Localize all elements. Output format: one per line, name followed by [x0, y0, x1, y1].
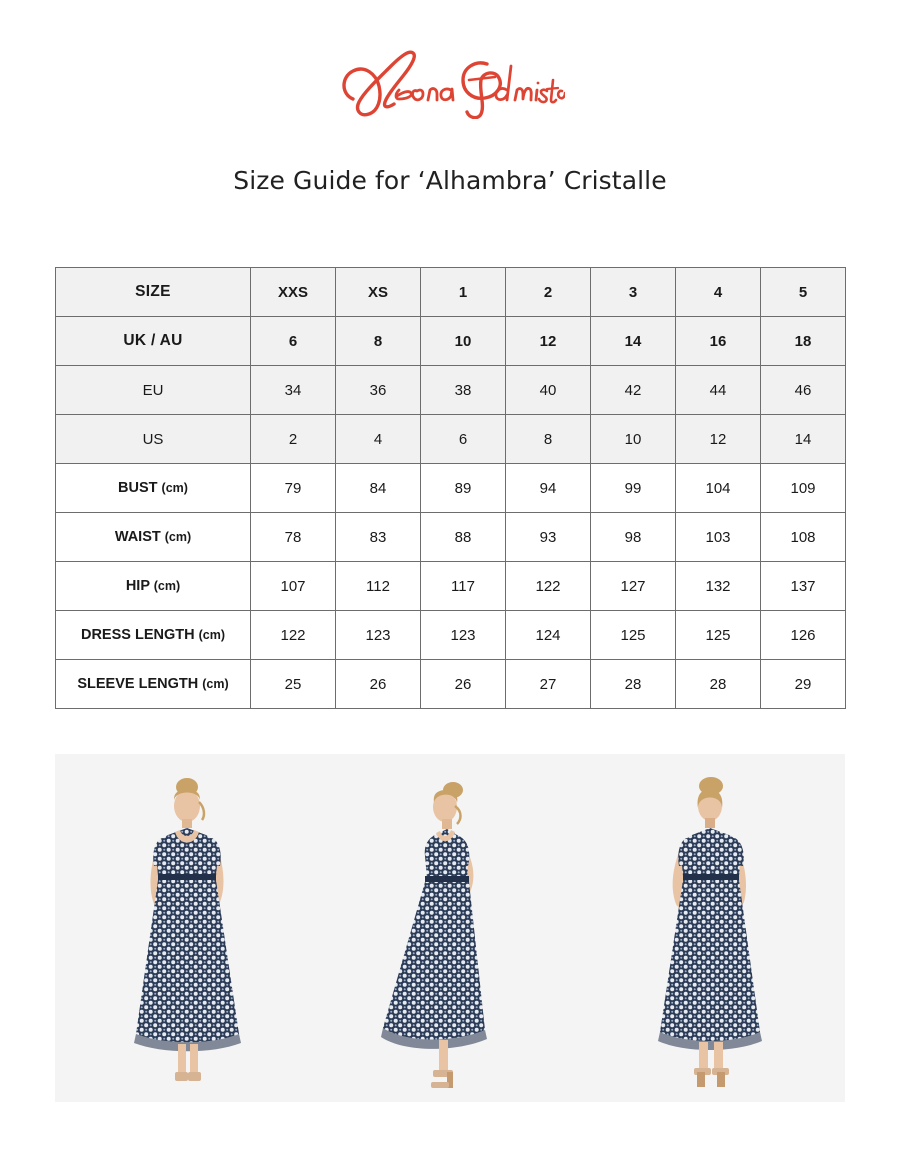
table-cell: 78 — [251, 513, 336, 562]
row-label-text: DRESS LENGTH — [80, 627, 195, 643]
product-photo-front-view — [72, 762, 302, 1102]
size-guide-table-container — [55, 267, 845, 709]
table-cell: 132 — [676, 562, 761, 611]
table-cell: 107 — [251, 562, 336, 611]
table-cell: 12 — [506, 317, 591, 366]
table-cell: 84 — [336, 464, 421, 513]
table-cell: 98 — [591, 513, 676, 562]
row-label-dress-length — [56, 611, 251, 660]
table-cell: 6 — [421, 415, 506, 464]
table-cell: 42 — [591, 366, 676, 415]
table-row — [56, 611, 846, 660]
row-label-text: SLEEVE LENGTH — [77, 676, 199, 692]
row-label-us — [56, 415, 251, 464]
row-label-text: UK / AU — [123, 332, 183, 349]
table-cell: 2 — [251, 415, 336, 464]
table-cell: 93 — [506, 513, 591, 562]
table-cell: 3 — [591, 268, 676, 317]
table-cell: 25 — [251, 660, 336, 709]
size-guide-table — [55, 267, 846, 709]
table-cell: 5 — [761, 268, 846, 317]
table-cell: 88 — [421, 513, 506, 562]
table-cell: 123 — [421, 611, 506, 660]
table-cell: 137 — [761, 562, 846, 611]
table-cell: 18 — [761, 317, 846, 366]
table-cell: 103 — [676, 513, 761, 562]
table-cell: 14 — [591, 317, 676, 366]
table-cell: 1 — [421, 268, 506, 317]
table-cell: 27 — [506, 660, 591, 709]
table-cell: 117 — [421, 562, 506, 611]
row-label-unit: (cm) — [161, 481, 188, 495]
table-cell: 8 — [506, 415, 591, 464]
table-cell: XS — [336, 268, 421, 317]
table-cell: 29 — [761, 660, 846, 709]
table-row — [56, 366, 846, 415]
page-title: Size Guide for ‘Alhambra’ Cristalle — [233, 166, 667, 195]
row-label-uk-au — [56, 317, 251, 366]
table-cell: 108 — [761, 513, 846, 562]
table-row — [56, 268, 846, 317]
table-cell: 12 — [676, 415, 761, 464]
row-label-bust — [56, 464, 251, 513]
table-cell: 8 — [336, 317, 421, 366]
table-cell: 26 — [336, 660, 421, 709]
table-row — [56, 464, 846, 513]
table-cell: 124 — [506, 611, 591, 660]
row-label-text: BUST — [118, 480, 158, 496]
table-cell: 99 — [591, 464, 676, 513]
table-cell: 83 — [336, 513, 421, 562]
table-cell: 38 — [421, 366, 506, 415]
row-label-text: US — [142, 430, 164, 448]
table-cell: 44 — [676, 366, 761, 415]
table-cell: 125 — [591, 611, 676, 660]
table-cell: 10 — [421, 317, 506, 366]
row-label-eu — [56, 366, 251, 415]
table-cell: 4 — [336, 415, 421, 464]
table-cell: 36 — [336, 366, 421, 415]
table-cell: 46 — [761, 366, 846, 415]
table-cell: 4 — [676, 268, 761, 317]
back-view-illustration — [598, 762, 828, 1102]
table-cell: XXS — [251, 268, 336, 317]
table-cell: 125 — [676, 611, 761, 660]
table-cell: 127 — [591, 562, 676, 611]
table-cell: 94 — [506, 464, 591, 513]
table-row — [56, 660, 846, 709]
table-cell: 28 — [676, 660, 761, 709]
product-photo-back-view — [598, 762, 828, 1102]
brand-logo — [0, 0, 900, 150]
row-label-sleeve-length — [56, 660, 251, 709]
table-row — [56, 415, 846, 464]
table-cell: 26 — [421, 660, 506, 709]
table-cell: 104 — [676, 464, 761, 513]
table-cell: 2 — [506, 268, 591, 317]
table-cell: 122 — [506, 562, 591, 611]
row-label-text: EU — [142, 381, 164, 399]
front-view-illustration — [72, 762, 302, 1102]
table-cell: 10 — [591, 415, 676, 464]
row-label-waist — [56, 513, 251, 562]
table-row — [56, 513, 846, 562]
table-cell: 126 — [761, 611, 846, 660]
table-row — [56, 317, 846, 366]
row-label-unit: (cm) — [164, 530, 192, 544]
table-cell: 34 — [251, 366, 336, 415]
table-cell: 123 — [336, 611, 421, 660]
row-label-text: HIP — [125, 578, 150, 594]
product-photo-strip — [55, 754, 845, 1102]
table-cell: 79 — [251, 464, 336, 513]
table-cell: 109 — [761, 464, 846, 513]
table-cell: 14 — [761, 415, 846, 464]
row-label-hip — [56, 562, 251, 611]
side-view-illustration — [335, 762, 565, 1102]
row-label-text: SIZE — [135, 283, 171, 300]
table-cell: 89 — [421, 464, 506, 513]
row-label-unit: (cm) — [153, 579, 181, 593]
row-label-size — [56, 268, 251, 317]
product-photo-side-view — [335, 762, 565, 1102]
table-cell: 40 — [506, 366, 591, 415]
table-row — [56, 562, 846, 611]
table-cell: 28 — [591, 660, 676, 709]
row-label-unit: (cm) — [202, 677, 229, 691]
table-cell: 6 — [251, 317, 336, 366]
table-cell: 122 — [251, 611, 336, 660]
row-label-unit: (cm) — [198, 628, 226, 642]
row-label-text: WAIST — [114, 529, 161, 545]
table-cell: 16 — [676, 317, 761, 366]
table-cell: 112 — [336, 562, 421, 611]
leona-edmiston-script-logo — [335, 44, 565, 119]
